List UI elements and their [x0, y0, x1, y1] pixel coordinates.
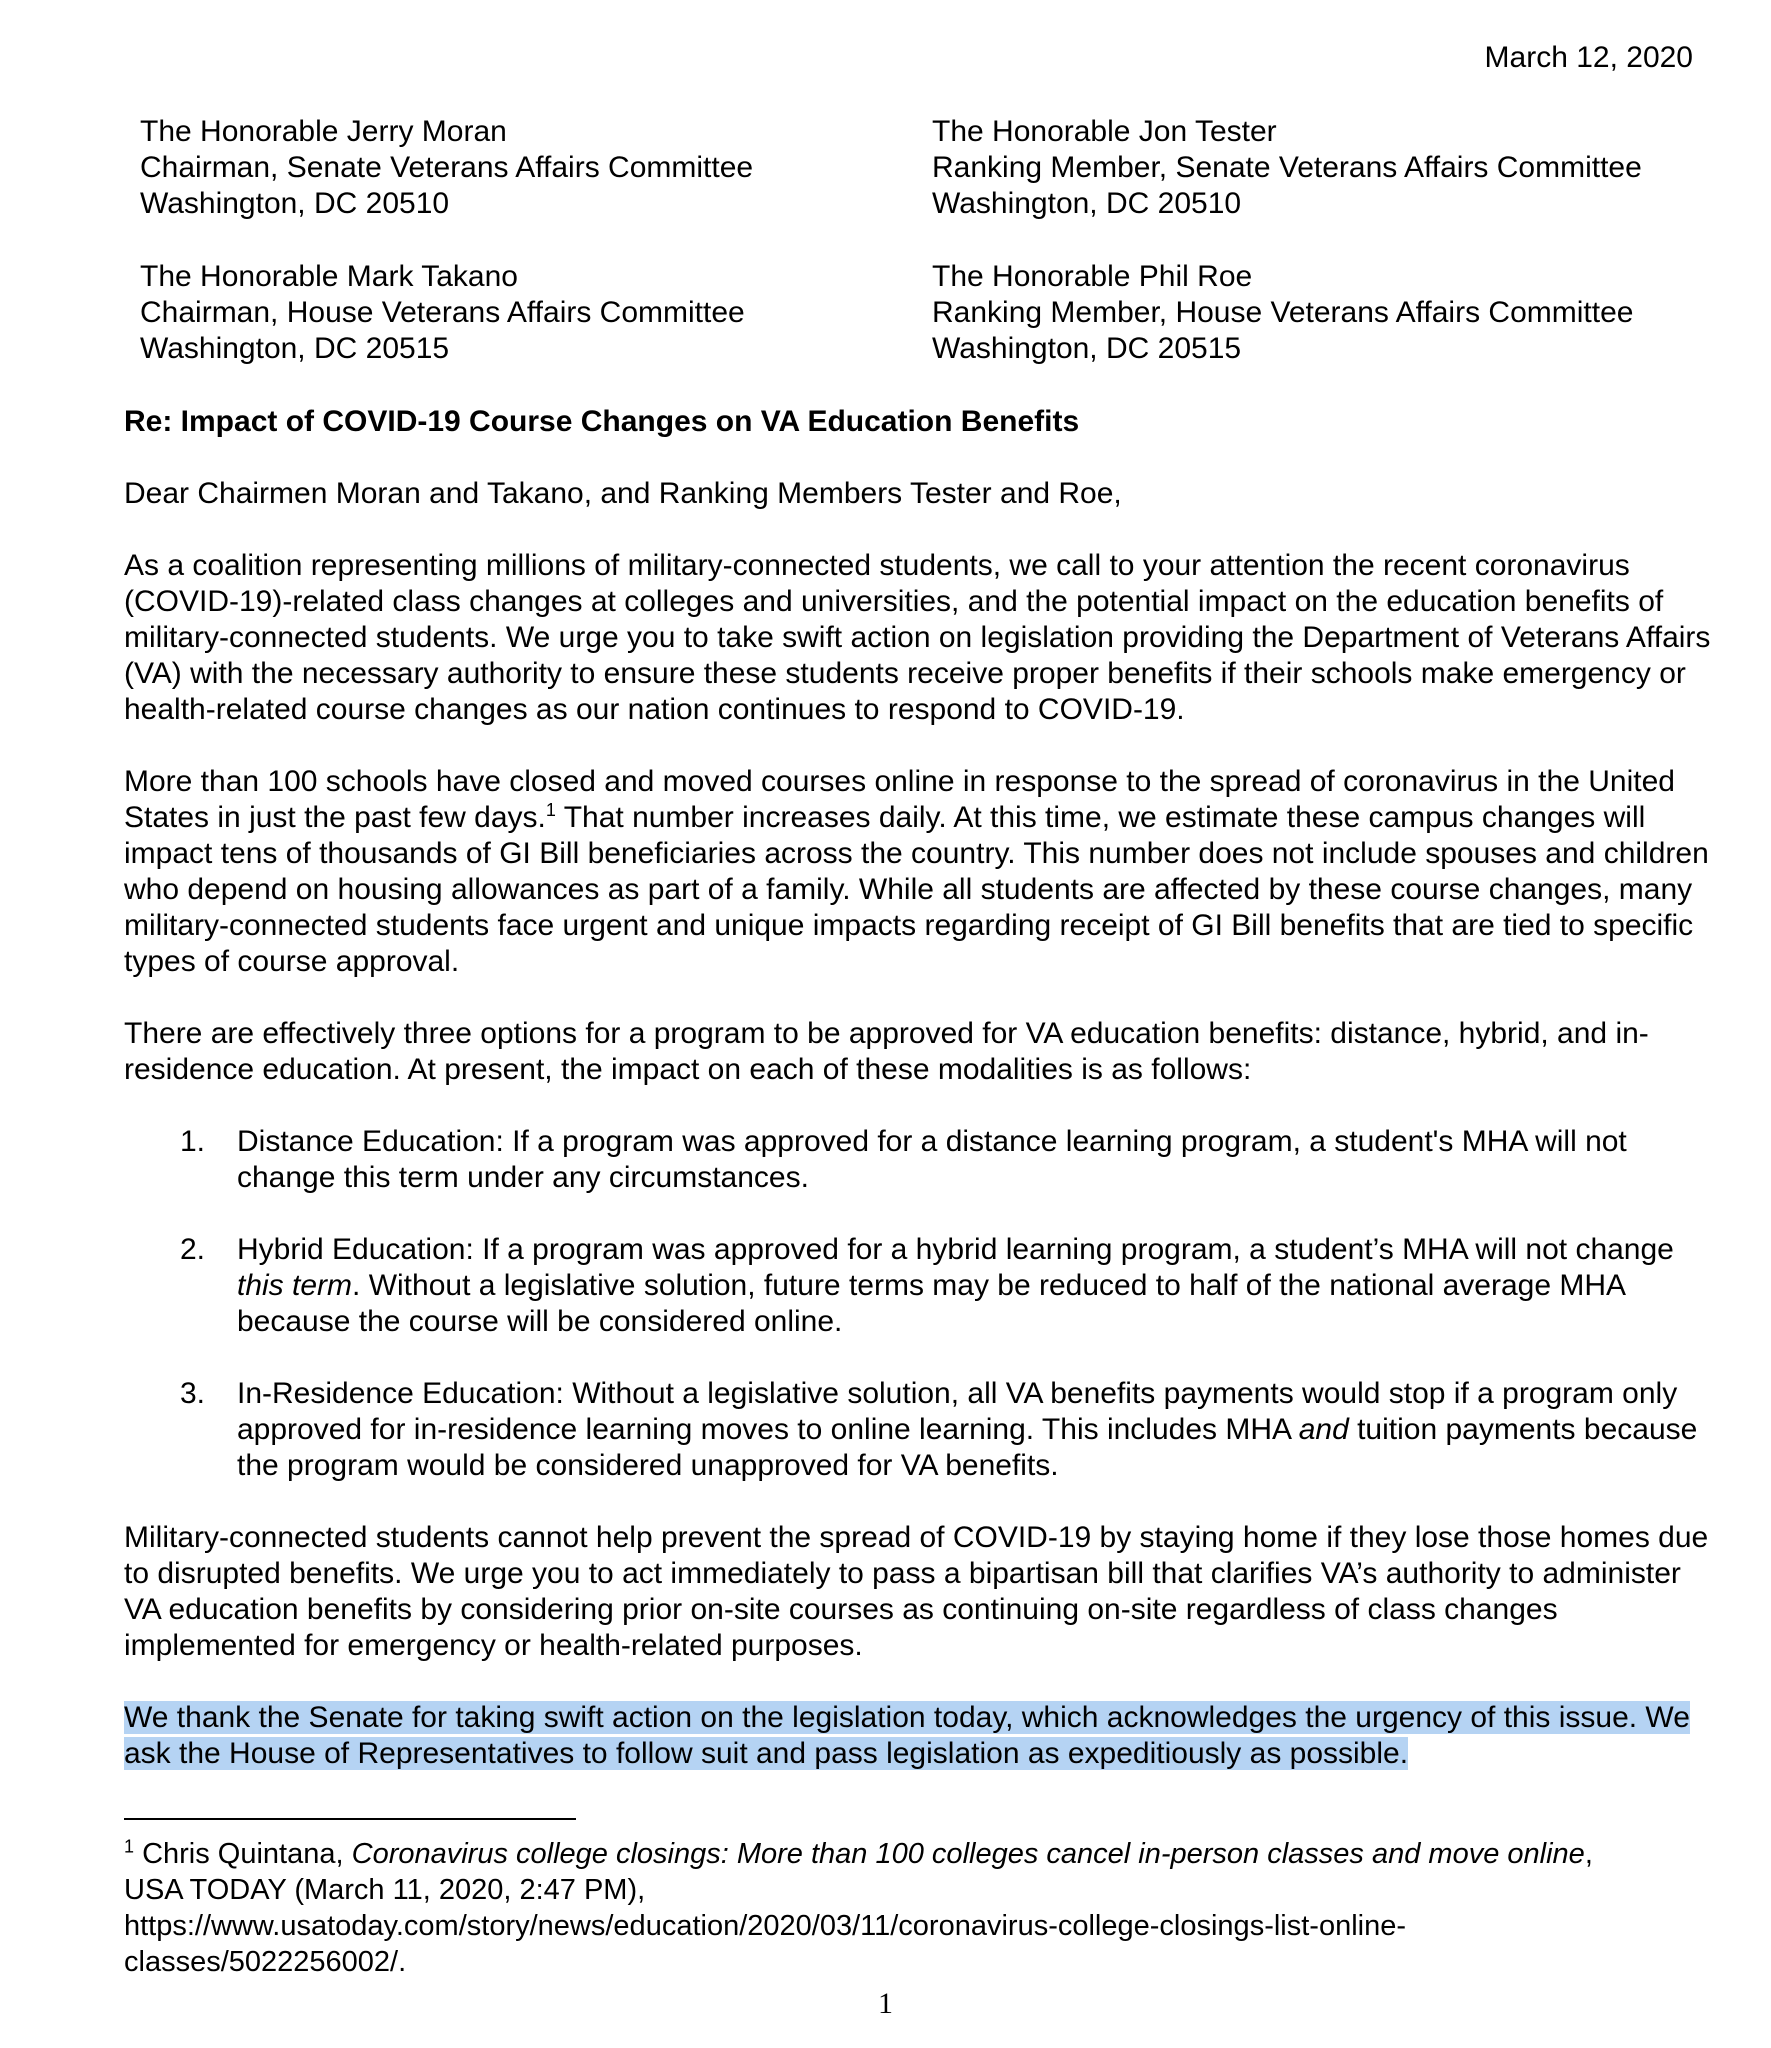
list-text: . Without a legislative solution, future terms may be reduced to half of the national average MHA because the course will be considered online. — [237, 1269, 1625, 1338]
footnote-url[interactable]: https://www.usatoday.com/story/news/education/2020/03/11/coronavirus-college-closings-list-online-classes/5022256002/. — [124, 1910, 1407, 1978]
addressee-city: Washington, DC 20510 — [932, 187, 1242, 220]
letter-date: March 12, 2020 — [1484, 41, 1693, 74]
list-text: In-Residence Education: Without a legislative solution, all VA benefits payments would stop if a program only approved for in-residence learning moves to online learning. This includes MHA — [237, 1377, 1678, 1446]
text-selection[interactable]: We thank the Senate for taking swift action on the legislation today, which acknowledges the urgency of this issue. We ask the House of Representatives to follow suit and pass legislation as expeditiously as possible. — [124, 1701, 1690, 1770]
addressee-title: Ranking Member, Senate Veterans Affairs Committee — [932, 151, 1642, 184]
paragraph-text: More than 100 schools have closed and moved courses online in response to the spread of coronavirus in the United States in just the past few days. — [124, 765, 1675, 834]
addressee-block — [932, 114, 1642, 222]
addressee-city: Washington, DC 20515 — [140, 332, 450, 365]
body-paragraph: Military-connected students cannot help prevent the spread of COVID-19 by staying home if they lose those homes due to disrupted benefits. We urge you to act immediately to pass a bipartisan bill that clarifies VA’s authority to administer VA education benefits by considering prior on-site courses as continuing on-site regardless of class changes implemented for emergency or health-related purposes. — [124, 1521, 1709, 1662]
page-number: 1 — [878, 1987, 893, 2020]
list-text-emphasis: and — [1298, 1413, 1349, 1446]
list-item — [124, 1232, 1714, 1340]
addressee-city: Washington, DC 20515 — [932, 332, 1242, 365]
addressee-name: The Honorable Jon Tester — [932, 115, 1277, 148]
list-text: Hybrid Education: If a program was approved for a hybrid learning program, a student’s MHA will not change — [237, 1233, 1674, 1266]
list-text-emphasis: this term — [237, 1269, 353, 1302]
footnote — [124, 1836, 1644, 1980]
addressee-block — [140, 114, 753, 222]
list-item — [124, 1124, 1714, 1196]
subject-line: Re: Impact of COVID-19 Course Changes on VA Education Benefits — [124, 405, 1080, 438]
footnote-source: , USA TODAY (March 11, 2020, 2:47 PM), — [124, 1838, 1593, 1906]
body-paragraph: There are effectively three options for a program to be approved for VA education benefits: distance, hybrid, and in-residence education. At present, the impact on each of these modalities is as follows: — [124, 1017, 1649, 1086]
list-text: tuition payments because the program would be considered unapproved for VA benefits. — [237, 1413, 1698, 1482]
list-item — [124, 1376, 1714, 1484]
addressee-name: The Honorable Phil Roe — [932, 260, 1253, 293]
list-text: Distance Education: If a program was approved for a distance learning program, a student's MHA will not change this term under any circumstances. — [237, 1125, 1627, 1194]
salutation: Dear Chairmen Moran and Takano, and Ranking Members Tester and Roe, — [124, 477, 1122, 510]
modality-list — [124, 1124, 1714, 1484]
addressee-title: Chairman, House Veterans Affairs Committee — [140, 296, 745, 329]
list-number: 1. — [180, 1125, 206, 1158]
addressee-title: Ranking Member, House Veterans Affairs Committee — [932, 296, 1634, 329]
list-number: 3. — [180, 1377, 206, 1410]
addressee-city: Washington, DC 20510 — [140, 187, 450, 220]
addressee-block — [140, 259, 745, 367]
paragraph-text: That number increases daily. At this time, we estimate these campus changes will impact tens of thousands of GI Bill beneficiaries across the country. This number does not include spouses and children who depend on housing allowances as part of a family. While all students are affected by these course changes, many military-connected students face urgent and unique impacts regarding receipt of GI Bill benefits that are tied to specific types of course approval. — [124, 801, 1709, 978]
addressee-name: The Honorable Jerry Moran — [140, 115, 507, 148]
footnote-title: Coronavirus college closings: More than 100 colleges cancel in-person classes and move online — [351, 1838, 1585, 1870]
highlighted-paragraph[interactable] — [124, 1700, 1714, 1772]
addressee-title: Chairman, Senate Veterans Affairs Committee — [140, 151, 754, 184]
footnote-reference[interactable]: 1 — [545, 800, 556, 820]
footnote-divider — [124, 1818, 576, 1820]
letter-body — [124, 404, 1714, 1808]
footnote-number: 1 — [124, 1836, 135, 1857]
body-paragraph — [124, 764, 1714, 980]
addressee-block — [932, 259, 1633, 367]
body-paragraph: As a coalition representing millions of military-connected students, we call to your attention the recent coronavirus (COVID-19)-related class changes at colleges and universities, and the potential impact on the education benefits of military-connected students. We urge you to take swift action on legislation providing the Department of Veterans Affairs (VA) with the necessary authority to ensure these students receive proper benefits if their schools make emergency or health-related course changes as our nation continues to respond to COVID-19. — [124, 549, 1711, 726]
footnote-author: Chris Quintana, — [134, 1838, 352, 1870]
addressee-name: The Honorable Mark Takano — [140, 260, 518, 293]
list-number: 2. — [180, 1233, 206, 1266]
